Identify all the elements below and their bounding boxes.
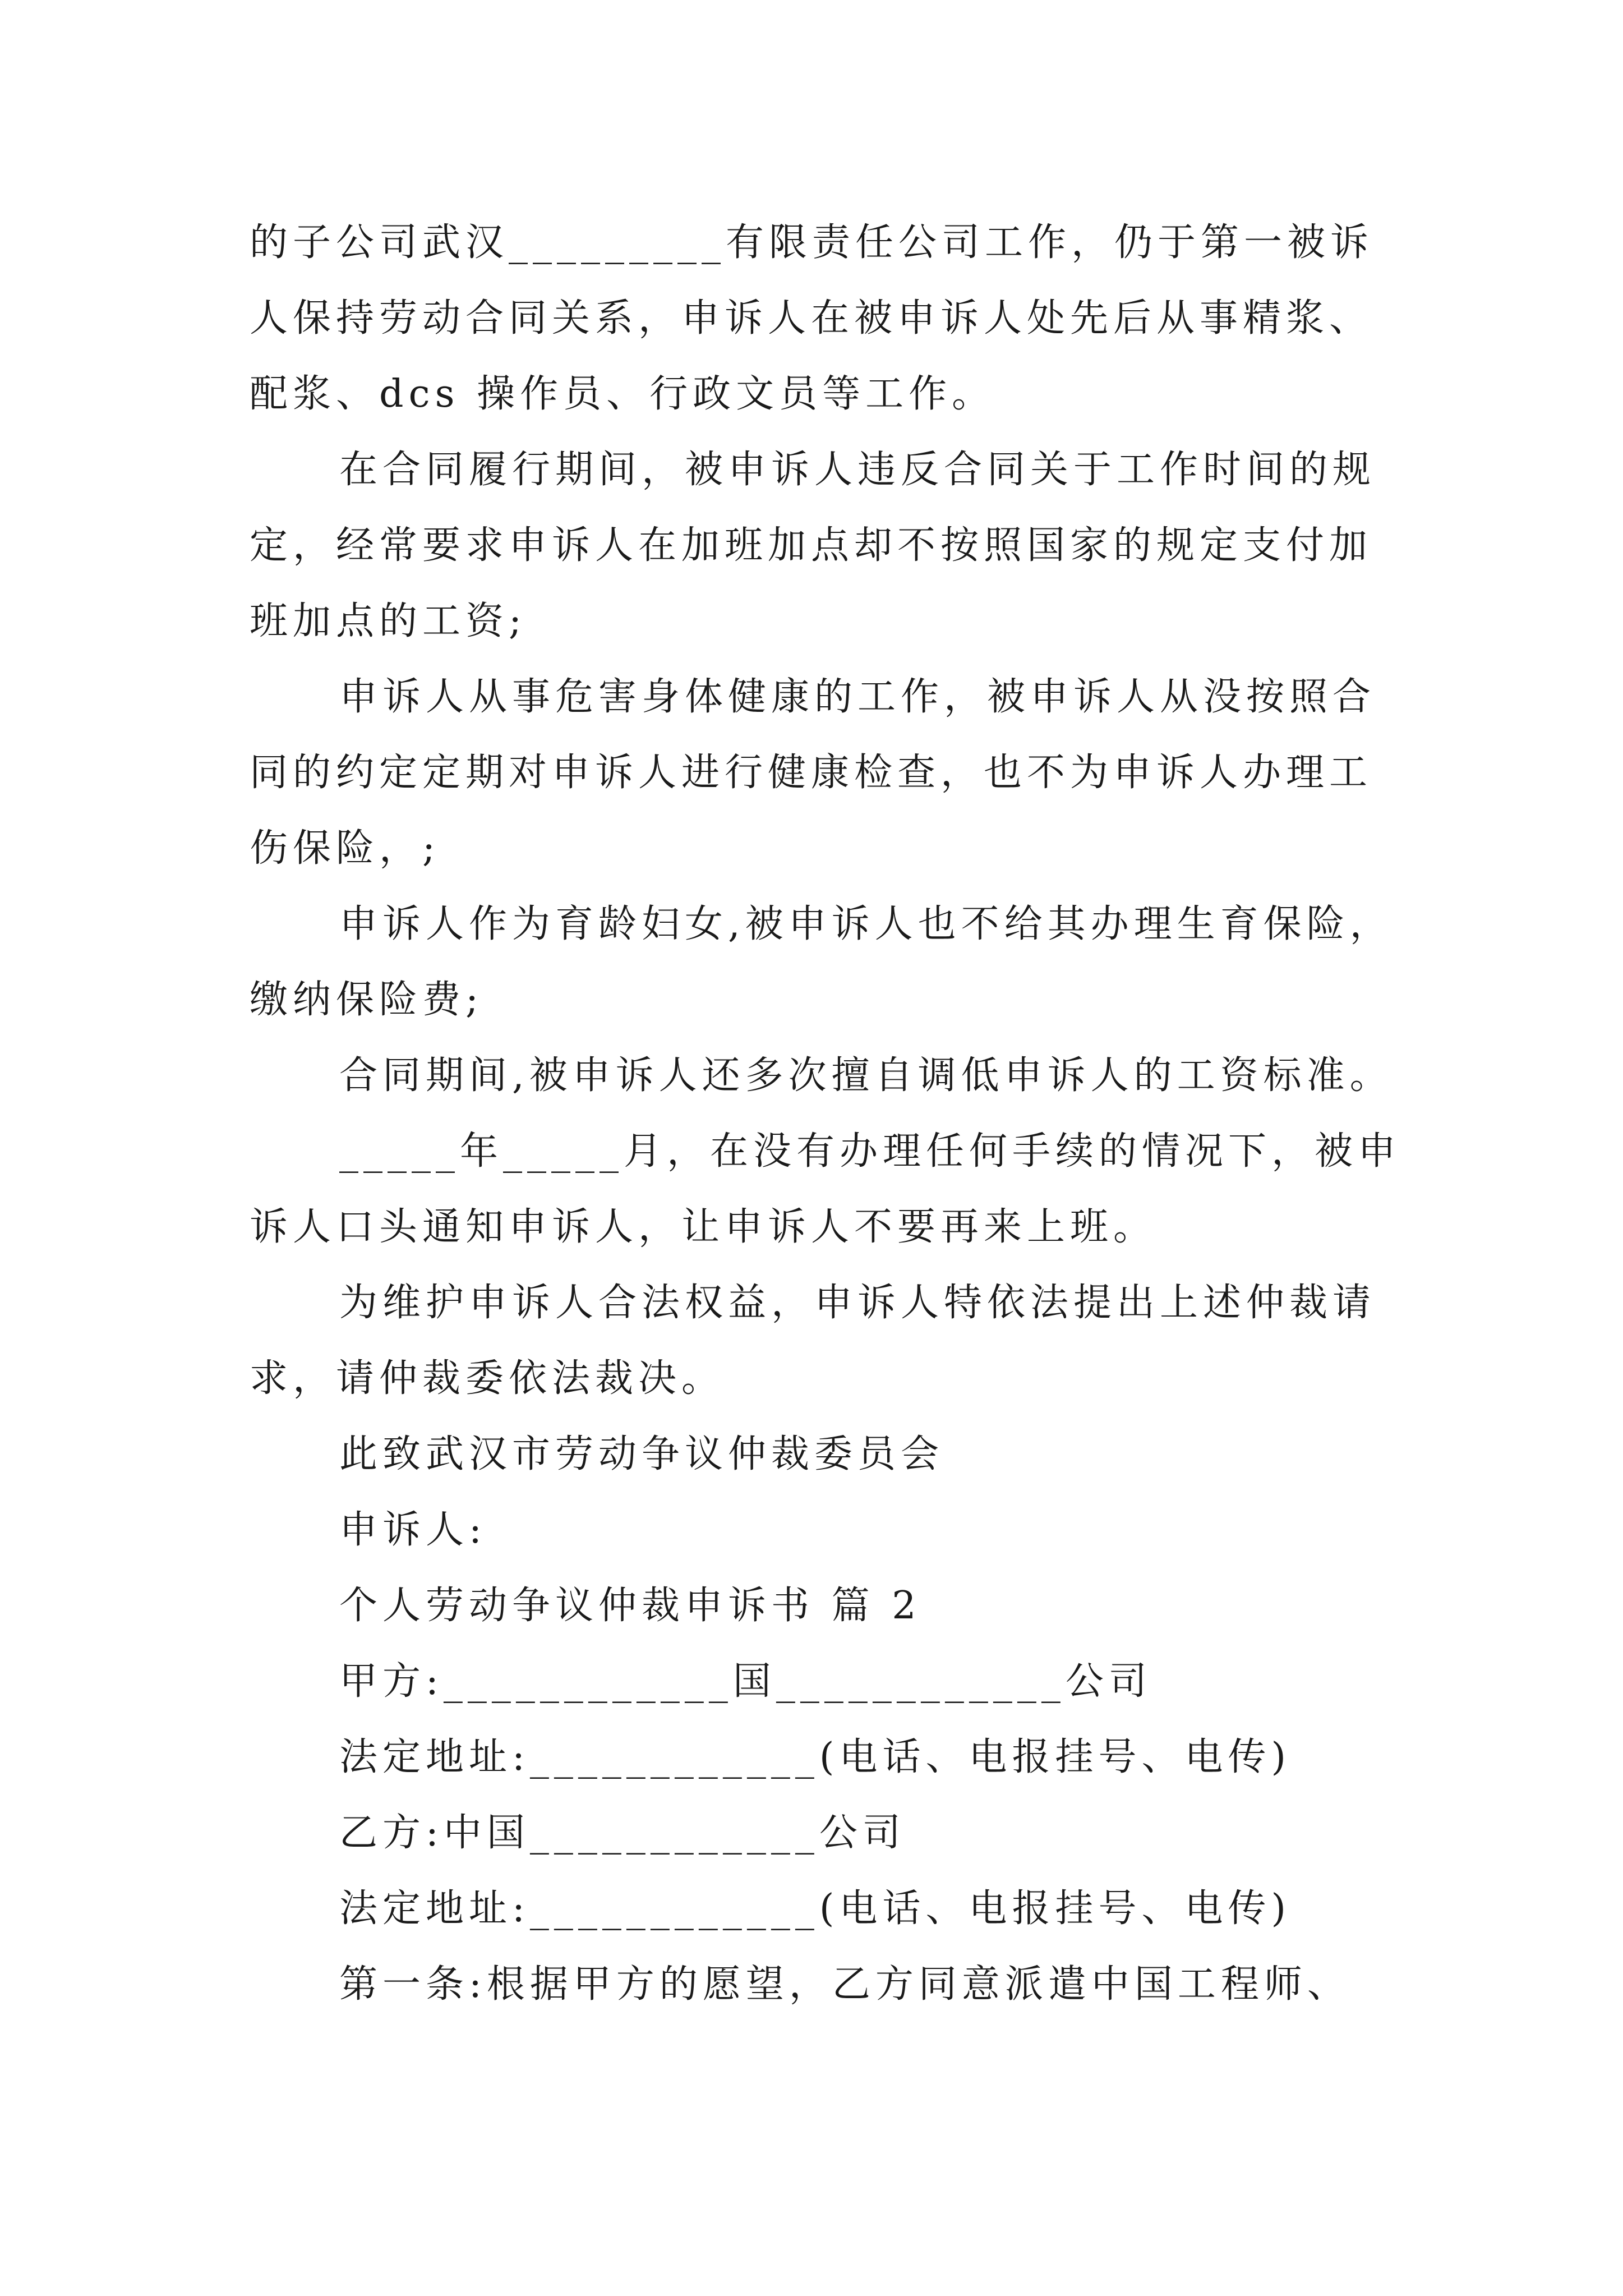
text-line: 人保持劳动合同关系，申诉人在被申诉人处先后从事精浆、 <box>250 296 1373 341</box>
text-line: 配浆、dcs 操作员、行政文员等工作。 <box>250 372 995 416</box>
text-line: 法定地址:____________(电话、电报挂号、电传) <box>339 1735 1291 1779</box>
text-line: 甲方:____________国____________公司 <box>339 1659 1152 1704</box>
text-line: 此致武汉市劳动争议仲裁委员会 <box>339 1432 944 1476</box>
text-line: 法定地址:____________(电话、电报挂号、电传) <box>339 1887 1291 1931</box>
text-line: 申诉人: <box>339 1508 487 1552</box>
text-line: 同的约定定期对申诉人进行健康检查，也不为申诉人办理工 <box>250 751 1373 795</box>
text-line: 求，请仲裁委依法裁决。 <box>250 1356 725 1401</box>
text-line: 班加点的工资; <box>250 599 527 643</box>
text-line: 为维护申诉人合法权益，申诉人特依法提出上述仲裁请 <box>339 1281 1376 1325</box>
text-line: _____年_____月，在没有办理任何手续的情况下，被申 <box>339 1129 1401 1174</box>
text-line: 乙方:中国____________公司 <box>339 1811 906 1855</box>
text-line: 的子公司武汉_________有限责任公司工作，仍于第一被诉 <box>250 220 1374 265</box>
text-line: 缴纳保险费; <box>250 978 483 1022</box>
text-line: 诉人口头通知申诉人，让申诉人不要再来上班。 <box>250 1205 1157 1249</box>
text-line: 个人劳动争议仲裁申诉书 篇 2 <box>339 1584 921 1628</box>
text-line: 合同期间,被申诉人还多次擅自调低申诉人的工资标准。 <box>339 1053 1393 1098</box>
text-line: 申诉人作为育龄妇女,被申诉人也不给其办理生育保险， <box>339 902 1393 946</box>
text-line: 伤保险，; <box>250 826 440 871</box>
text-line: 第一条:根据甲方的愿望，乙方同意派遣中国工程师、 <box>339 1962 1350 2007</box>
text-line: 定，经常要求申诉人在加班加点却不按照国家的规定支付加 <box>250 523 1373 568</box>
text-line: 在合同履行期间，被申诉人违反合同关于工作时间的规 <box>339 448 1376 492</box>
text-line: 申诉人从事危害身体健康的工作，被申诉人从没按照合 <box>339 675 1376 719</box>
